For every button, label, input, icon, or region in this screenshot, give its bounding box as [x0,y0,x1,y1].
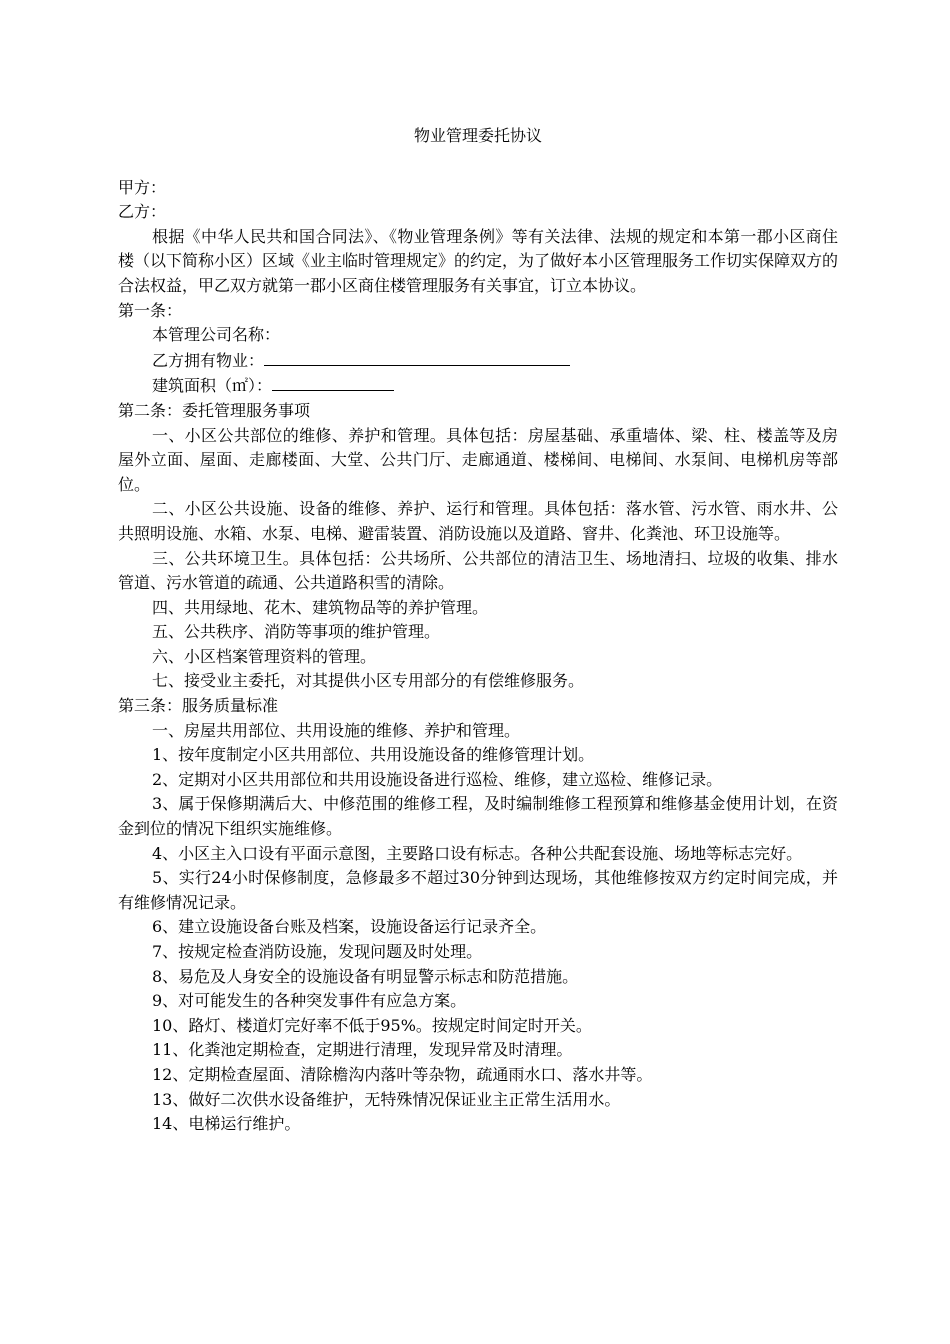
property-label: 乙方拥有物业： [152,350,265,370]
article-3-item: 1、按年度制定小区共用部位、共用设施设备的维修管理计划。 [152,745,595,765]
party-b-label: 乙方： [118,202,167,222]
article-3-item: 6、建立设施设备台账及档案，设施设备运行记录齐全。 [152,917,547,937]
article-2-item: 三、公共环境卫生。具体包括：公共场所、公共部位的清洁卫生、场地清扫、垃圾的收集、排水管道、污水管道的疏通、公共道路积雪的清除。 [118,548,838,593]
article-3-item: 11、化粪池定期检查，定期进行清理，发现异常及时清理。 [152,1040,573,1060]
article-2-item: 二、小区公共设施、设备的维修、养护、运行和管理。具体包括：落水管、污水管、雨水井、公共照明设施、水箱、水泵、电梯、避雷装置、消防设施以及道路、窨井、化粪池、环卫设施等。 [118,499,838,543]
property-line [118,348,838,374]
article-2-item: 四、共用绿地、花木、建筑物品等的养护管理。 [152,597,489,617]
article-2-heading: 第二条：委托管理服务事项 [118,400,311,420]
article-3-item: 7、按规定检查消防设施，发现问题及时处理。 [152,942,483,961]
document-page [118,124,838,1137]
article-3-item: 8、易危及人身安全的设施设备有明显警示标志和防范措施。 [152,966,579,986]
article-3-item: 3、属于保修期满后大、中修范围的维修工程，及时编制维修工程预算和维修基金使用计划，在资金到位的情况下组织实施维修。 [118,794,838,839]
article-3-item: 10、路灯、楼道灯完好率不低于95%。按规定时间定时开关。 [152,1015,592,1035]
article-3-item: 13、做好二次供水设备维护，无特殊情况保证业主正常生活用水。 [152,1089,621,1109]
article-2-item: 七、接受业主委托，对其提供小区专用部分的有偿维修服务。 [152,671,585,691]
document-title: 物业管理委托协议 [413,126,542,145]
article-3-item: 2、定期对小区共用部位和共用设施设备进行巡检、维修，建立巡检、维修记录。 [152,769,723,789]
article-2-item: 一、小区公共部位的维修、养护和管理。具体包括：房屋基础、承重墙体、梁、柱、楼盖等及房屋外立面、屋面、走廊楼面、大堂、公共门厅、走廊通道、楼梯间、电梯间、水泵间、电梯机房等部位。 [118,425,838,494]
article-3-heading: 第三条：服务质量标准 [118,696,279,716]
article-3-item: 14、电梯运行维护。 [152,1114,301,1134]
article-3-item: 一、房屋共用部位、共用设施的维修、养护和管理。 [152,720,521,740]
article-3-item: 9、对可能发生的各种突发事件有应急方案。 [152,991,467,1011]
party-a-label: 甲方： [118,177,167,197]
article-3-item: 5、实行24小时保修制度，急修最多不超过30分钟到达现场，其他维修按双方约定时间完成，并有维修情况记录。 [118,868,838,912]
area-line [118,373,838,399]
area-blank [272,373,394,391]
property-blank [264,348,570,366]
preamble-paragraph: 根据《中华人民共和国合同法》、《物业管理条例》等有关法律、法规的规定和本第一郡小区商住楼（以下简称小区）区域《业主临时管理规定》的约定，为了做好本小区管理服务工作切实保障双方的合法权益，甲乙双方就第一郡小区商住楼管理服务有关事宜，订立本协议。 [118,226,839,295]
article-1-heading: 第一条： [118,300,183,320]
article-3-item: 4、小区主入口设有平面示意图，主要路口设有标志。各种公共配套设施、场地等标志完好。 [152,843,803,863]
area-label: 建筑面积（㎡）： [152,376,273,396]
company-name-line [118,323,838,348]
article-2-item: 六、小区档案管理资料的管理。 [152,646,377,666]
article-2-item: 五、公共秩序、消防等事项的维护管理。 [152,622,441,642]
company-name-label: 本管理公司名称： [152,325,281,345]
article-3-item: 12、定期检查屋面、清除檐沟内落叶等杂物，疏通雨水口、落水井等。 [152,1064,653,1084]
